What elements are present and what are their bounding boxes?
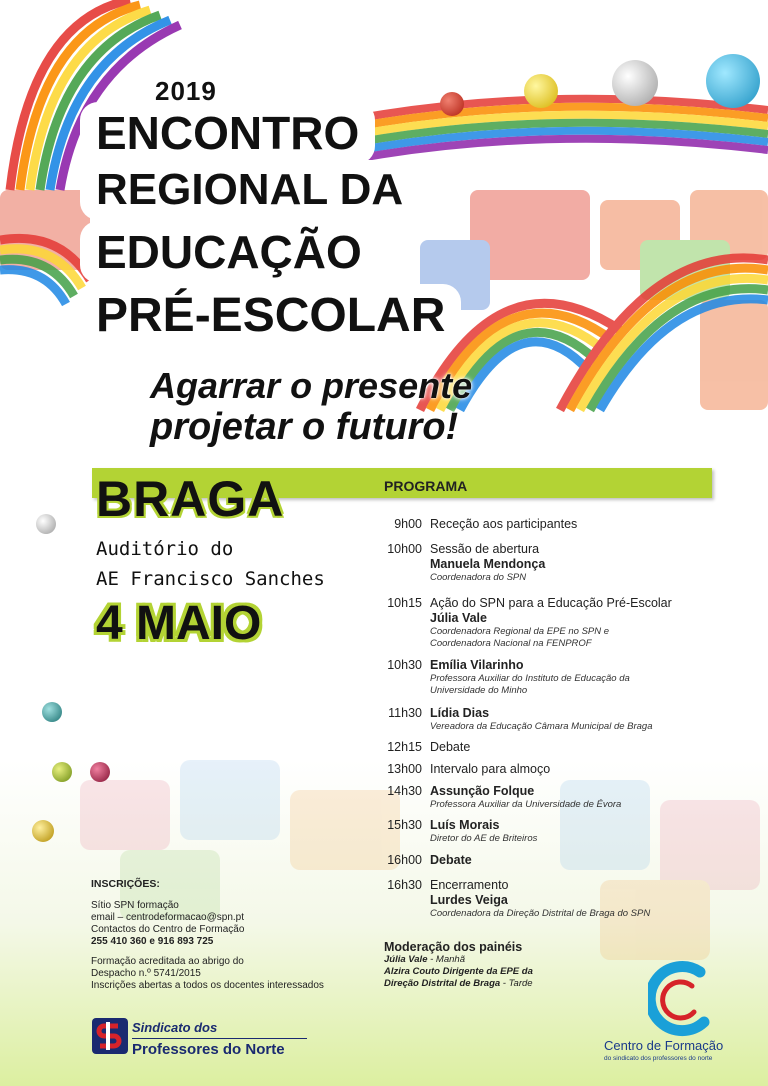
accreditation-note: Inscrições abertas a todos os docentes interessados bbox=[91, 980, 324, 991]
teal-ball-decoration bbox=[42, 702, 62, 722]
program-time: 16h00 bbox=[387, 853, 422, 867]
silver-ball-decoration bbox=[36, 514, 56, 534]
spn-logo bbox=[92, 1014, 312, 1060]
program-title: Receção aos participantes bbox=[430, 517, 578, 531]
venue-line-2: AE Francisco Sanches bbox=[96, 568, 325, 590]
spn-name-line-2: Professores do Norte bbox=[132, 1041, 285, 1058]
program-time: 13h00 bbox=[387, 762, 422, 776]
moderator-name: Alzira Couto Dirigente da EPE da bbox=[384, 966, 533, 977]
moderation-heading: Moderação dos painéis bbox=[384, 940, 523, 954]
speaker-role: Professora Auxiliar do Instituto de Educação da bbox=[430, 673, 630, 684]
training-centre-logo bbox=[604, 960, 734, 1070]
slogan-line-2: projetar o futuro! bbox=[150, 406, 459, 448]
red-ball-decoration bbox=[440, 92, 464, 116]
crimson-ball-decoration bbox=[90, 762, 110, 782]
program-time: 10h30 bbox=[387, 658, 422, 672]
program-time: 11h30 bbox=[388, 706, 422, 720]
speaker-name: Manuela Mendonça bbox=[430, 557, 546, 571]
speaker-role: Coordenadora da Direção Distrital de Braga do SPN bbox=[430, 908, 651, 919]
event-date: 4 MAIO bbox=[96, 597, 262, 650]
program-title: Ação do SPN para a Educação Pré-Escolar bbox=[430, 596, 672, 610]
program-time: 15h30 bbox=[387, 818, 422, 832]
training-centre-tagline: do sindicato dos professores do norte bbox=[604, 1055, 713, 1062]
venue-line-1: Auditório do bbox=[96, 538, 234, 560]
training-centre-name: Centro de Formação bbox=[604, 1038, 724, 1053]
speaker-role: Vereadora da Educação Câmara Municipal de Braga bbox=[430, 721, 653, 732]
speaker-name: Lurdes Veiga bbox=[430, 893, 508, 907]
speaker-role: Coordenadora Regional da EPE no SPN e bbox=[430, 626, 610, 637]
moderator-session: - Manhã bbox=[427, 954, 465, 965]
program-time: 10h00 bbox=[387, 542, 422, 556]
program-heading: PROGRAMA bbox=[384, 478, 468, 494]
speaker-name: Lídia Dias bbox=[430, 706, 490, 720]
program-time: 16h30 bbox=[387, 878, 422, 892]
program-title: Encerramento bbox=[430, 878, 509, 892]
speaker-name: Júlia Vale bbox=[430, 611, 487, 625]
accreditation-note: Formação acreditada ao abrigo do bbox=[91, 956, 244, 967]
event-city: BRAGA bbox=[96, 471, 285, 527]
yellow-ball-decoration bbox=[524, 74, 558, 108]
program-time: 12h15 bbox=[387, 740, 422, 754]
accreditation-note: Despacho n.º 5741/2015 bbox=[91, 968, 201, 979]
speaker-role: Coordenadora do SPN bbox=[430, 572, 527, 583]
speaker-role: Coordenadora Nacional na FENPROF bbox=[430, 638, 592, 649]
program-title: Intervalo para almoço bbox=[430, 762, 551, 776]
speaker-name: Luís Morais bbox=[430, 818, 500, 832]
speaker-name: Emília Vilarinho bbox=[430, 658, 524, 672]
speaker-role: Universidade do Minho bbox=[430, 685, 528, 696]
moderator-name: Júlia Vale bbox=[384, 954, 428, 965]
title-line-3: EDUCAÇÃO bbox=[84, 225, 374, 279]
training-centre-emblem-icon bbox=[648, 960, 718, 1040]
speaker-role: Diretor do AE de Briteiros bbox=[430, 833, 538, 844]
speaker-role: Professora Auxiliar da Universidade de Évora bbox=[430, 799, 622, 810]
moderator-name: Direção Distrital de Braga bbox=[384, 978, 501, 989]
program-time: 10h15 bbox=[387, 596, 422, 610]
program-title: Sessão de abertura bbox=[430, 542, 540, 556]
program-title: Debate bbox=[430, 853, 472, 867]
event-year: 2019 bbox=[155, 76, 217, 106]
spn-emblem-icon bbox=[92, 1018, 128, 1054]
title-line-1: ENCONTRO bbox=[84, 106, 371, 160]
registration-block bbox=[91, 878, 371, 992]
moderator-session: - Tarde bbox=[500, 978, 533, 989]
silver-ball-decoration bbox=[612, 60, 658, 106]
title-line-4: PRÉ-ESCOLAR bbox=[84, 288, 457, 344]
registration-email: email – centrodeformacao@spn.pt bbox=[91, 912, 245, 923]
registration-contacts: Contactos do Centro de Formação bbox=[91, 924, 245, 935]
blue-ball-decoration bbox=[706, 54, 760, 108]
program-time: 14h30 bbox=[387, 784, 422, 798]
registration-phones: 255 410 360 e 916 893 725 bbox=[91, 936, 214, 947]
speaker-name: Assunção Folque bbox=[430, 784, 535, 798]
spn-name-line-1: Sindicato dos bbox=[132, 1020, 218, 1035]
program-time: 9h00 bbox=[394, 517, 422, 531]
title-line-2: REGIONAL DA bbox=[84, 164, 415, 216]
program-title: Debate bbox=[430, 740, 471, 754]
registration-heading: INSCRIÇÕES: bbox=[91, 878, 160, 890]
registration-site: Sítio SPN formação bbox=[91, 900, 179, 911]
slogan-line-1: Agarrar o presente bbox=[150, 365, 473, 406]
gold-ball-decoration bbox=[32, 820, 54, 842]
green-ball-decoration bbox=[52, 762, 72, 782]
